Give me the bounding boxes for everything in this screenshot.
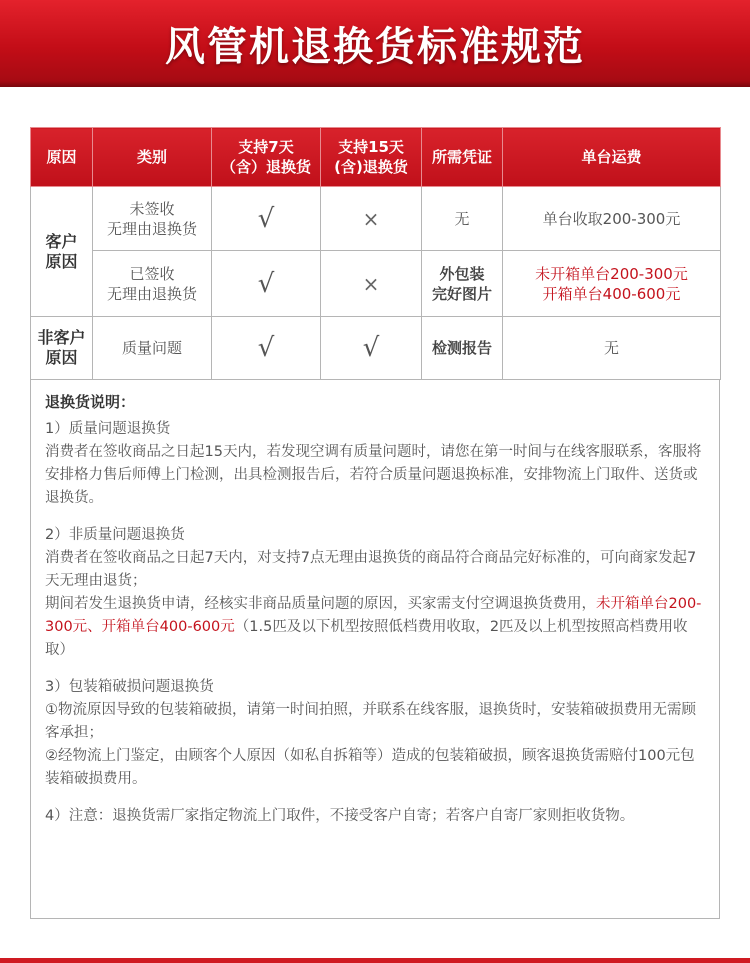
category-cell: 已签收 无理由退换货 — [93, 251, 212, 317]
section-body: ②经物流上门鉴定，由顾客个人原因（如私自拆箱等）造成的包装箱破损，顾客退换货需赔付100元包装箱破损费用。 — [45, 748, 695, 787]
notes-section-attention — [45, 805, 705, 828]
check-icon: √ — [212, 317, 321, 380]
notes-title: 退换货说明： — [45, 393, 136, 411]
proof-cell: 检测报告 — [422, 317, 503, 380]
header-15days: 支持15天 (含)退换货 — [321, 128, 422, 187]
return-policy-table — [30, 127, 721, 380]
header-category: 类别 — [93, 128, 212, 187]
proof-cell: 外包装 完好图片 — [422, 251, 503, 317]
notes-section-packaging — [45, 676, 705, 791]
notes-section-non-quality — [45, 524, 705, 662]
reason-cell: 非客户 原因 — [31, 317, 93, 380]
section-heading: 3）包装箱破损问题退换货 — [45, 679, 214, 695]
section-body: 4）注意：退换货需厂家指定物流上门取件，不接受客户自寄；若客户自寄厂家则拒收货物。 — [45, 808, 635, 824]
section-body: ①物流原因导致的包装箱破损，请第一时间拍照，并联系在线客服，退换货时，安装箱破损费用无需顾客承担； — [45, 702, 696, 741]
table-row — [31, 187, 721, 251]
notes-section-quality — [45, 418, 705, 510]
check-icon: √ — [212, 187, 321, 251]
section-body: 期间若发生退换货申请，经核实非商品质量问题的原因，买家需支付空调退换货费用，未开箱单台200-300元、开箱单台400-600元（1.5匹及以下机型按照低档费用收取，2匹及以上机型按照高档费用收取） — [45, 596, 702, 658]
header-reason: 原因 — [31, 128, 93, 187]
footer-line — [0, 958, 750, 963]
table-row — [31, 251, 721, 317]
fee-cell: 无 — [503, 317, 721, 380]
reason-cell: 客户 原因 — [31, 187, 93, 317]
header-7days: 支持7天 （含）退换货 — [212, 128, 321, 187]
section-body: 消费者在签收商品之日起7天内，对支持7点无理由退换货的商品符合商品完好标准的，可向商家发起7天无理由退货； — [45, 550, 697, 589]
fee-cell — [503, 251, 721, 317]
section-body: 消费者在签收商品之日起15天内，若发现空调有质量问题时，请您在第一时间与在线客服联系，客服将安排格力售后师傅上门检测，出具检测报告后，若符合质量问题退换标准，安排物流上门取件、送货或退换货。 — [45, 444, 702, 506]
category-cell: 未签收 无理由退换货 — [93, 187, 212, 251]
category-cell: 质量问题 — [93, 317, 212, 380]
section-heading: 2）非质量问题退换货 — [45, 527, 185, 543]
fee-opened: 开箱单台400-600元 — [542, 284, 681, 303]
header-fee: 单台运费 — [503, 128, 721, 187]
page-title: 风管机退换货标准规范 — [165, 24, 585, 70]
table-row — [31, 317, 721, 380]
check-icon: √ — [212, 251, 321, 317]
fee-unopened: 未开箱单台200-300元 — [535, 264, 688, 283]
table-header-row — [31, 128, 721, 187]
return-policy-table-wrap — [30, 127, 720, 380]
fee-highlight: 未开箱单台200-300元、开箱单台400-600元 — [45, 596, 702, 635]
header-proof: 所需凭证 — [422, 128, 503, 187]
return-notes — [30, 379, 720, 919]
cross-icon: × — [321, 187, 422, 251]
fee-cell: 单台收取200-300元 — [503, 187, 721, 251]
title-banner — [0, 0, 750, 87]
check-icon: √ — [321, 317, 422, 380]
proof-cell: 无 — [422, 187, 503, 251]
section-heading: 1）质量问题退换货 — [45, 421, 171, 437]
cross-icon: × — [321, 251, 422, 317]
